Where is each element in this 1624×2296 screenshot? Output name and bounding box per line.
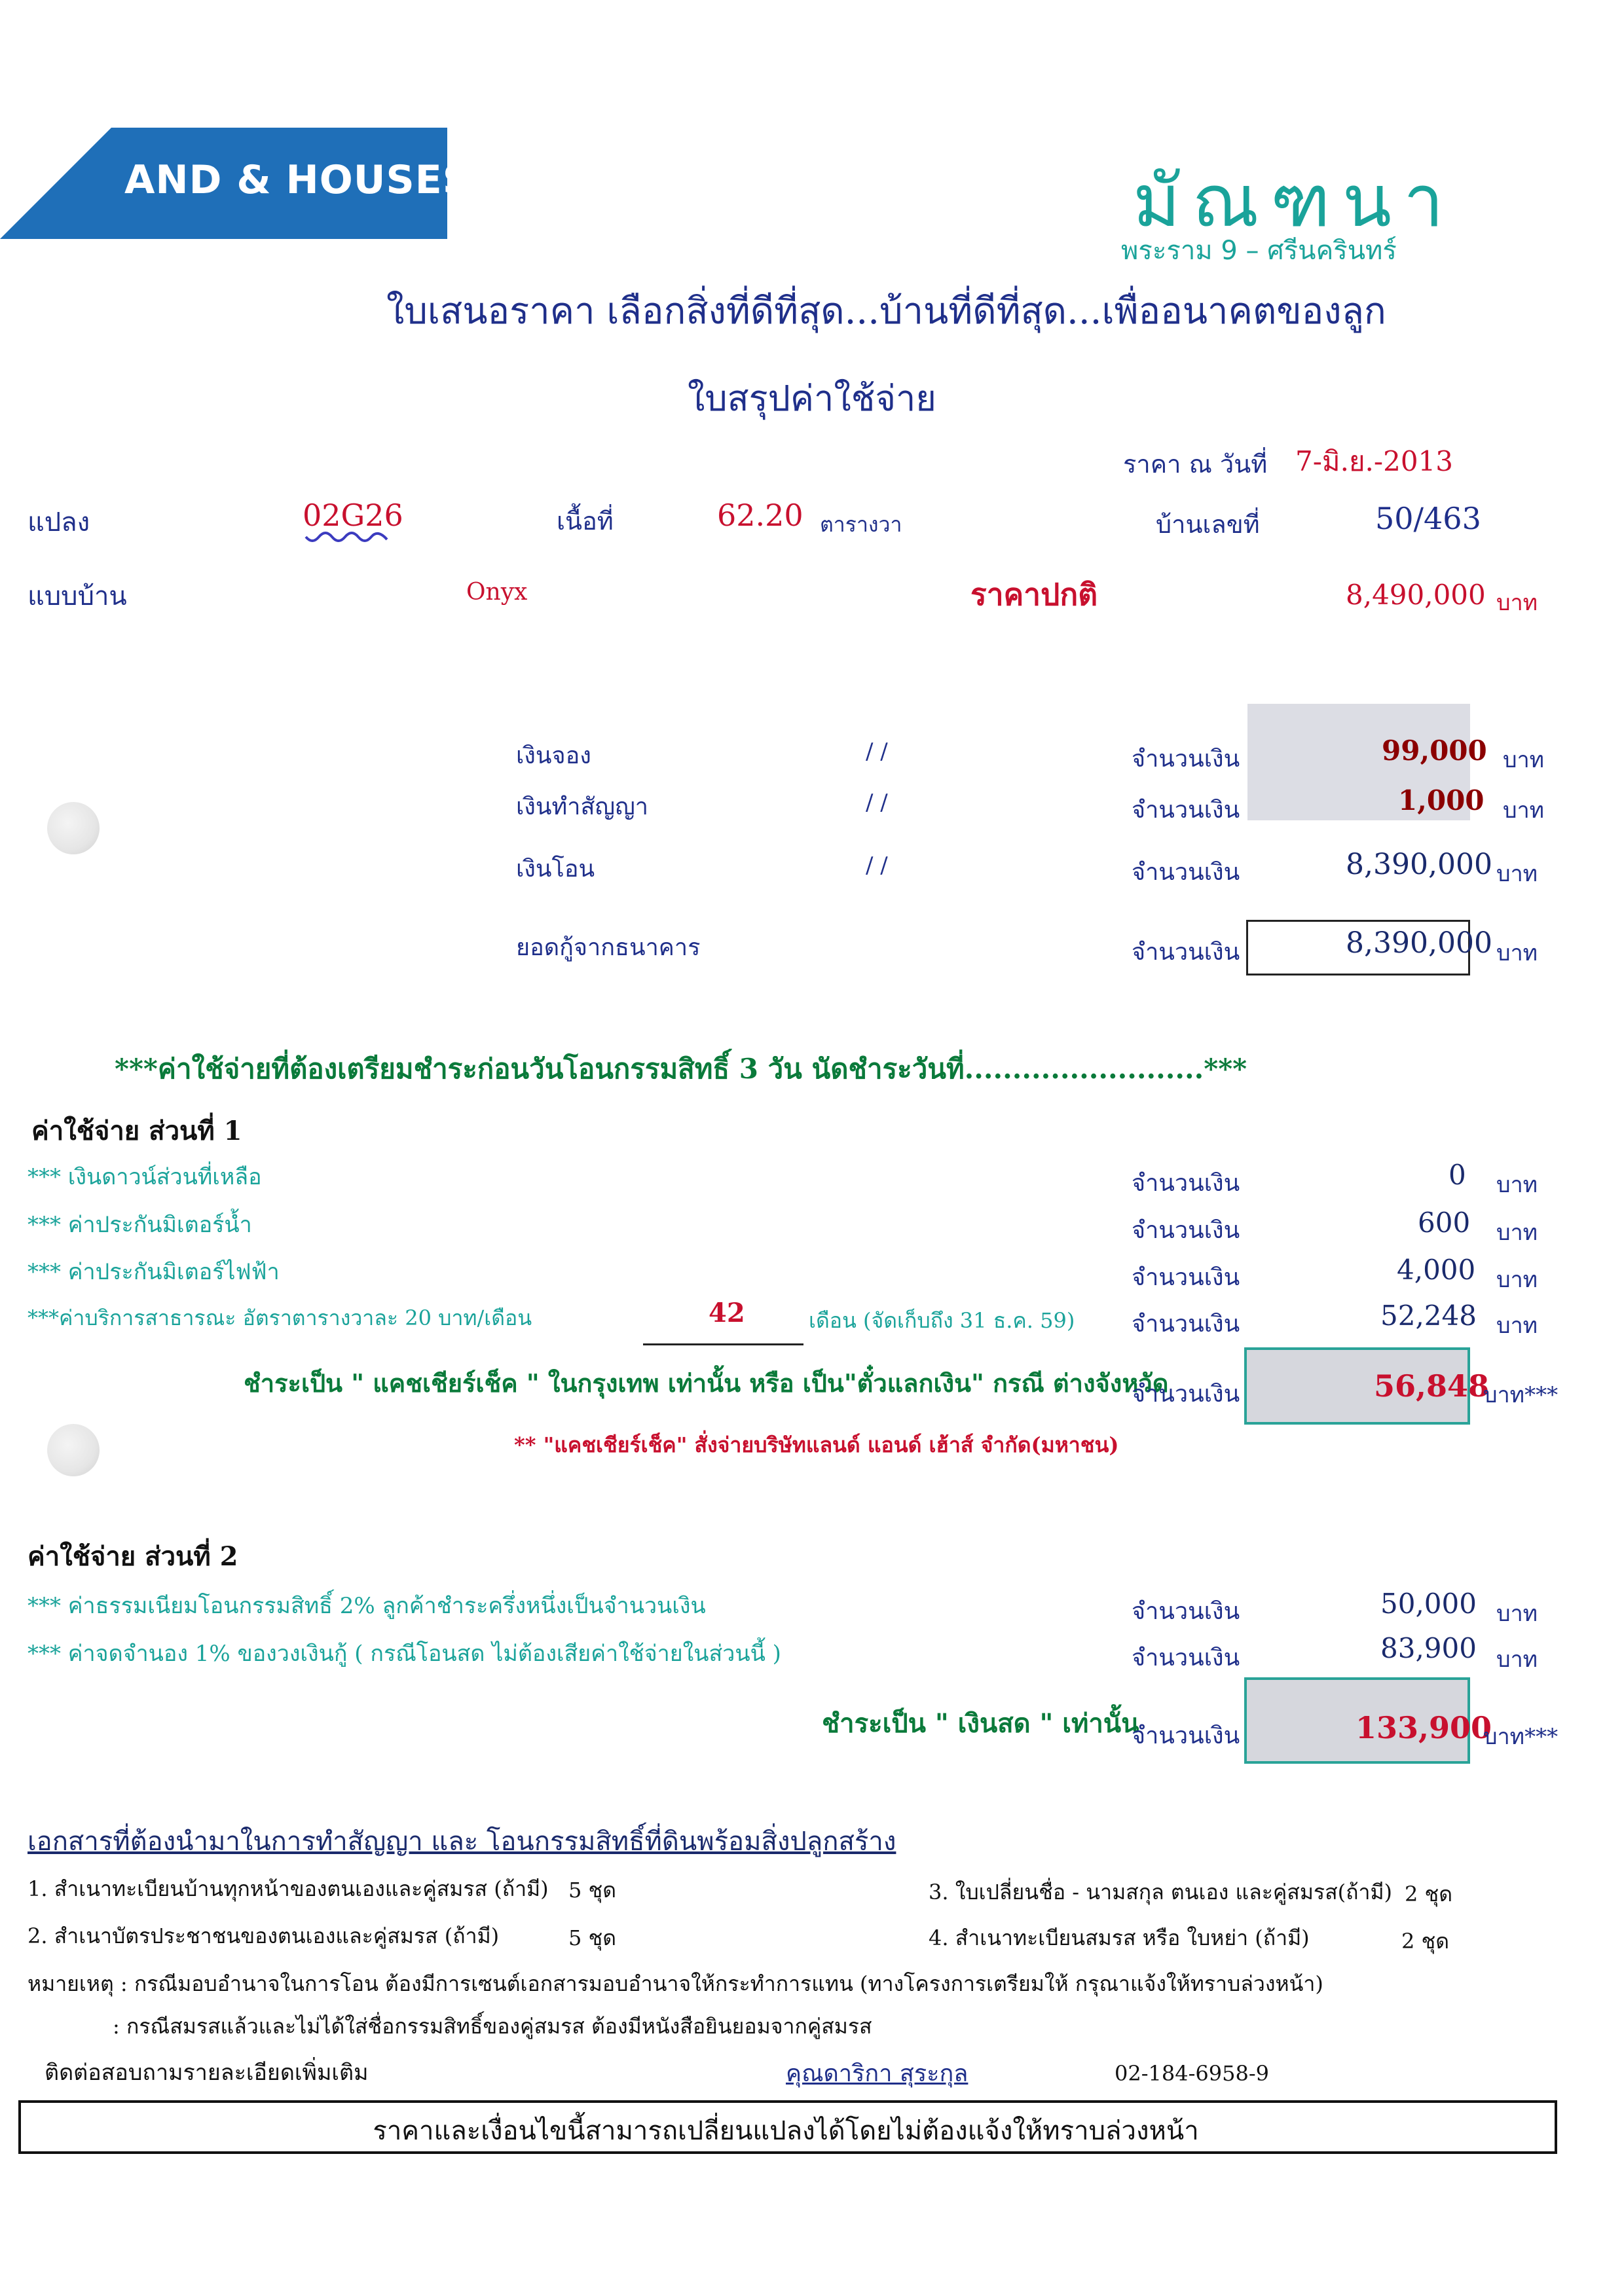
part1-item-amount-label: จำนวนเงิน bbox=[1132, 1217, 1240, 1244]
contract-amount: 1,000 bbox=[1398, 784, 1485, 816]
contract-unit: บาท bbox=[1503, 797, 1545, 824]
part1-item-amount: 0 bbox=[1449, 1159, 1466, 1191]
part2-item-amount-label: จำนวนเงิน bbox=[1132, 1598, 1240, 1625]
contact-phone[interactable]: 02-184-6958-9 bbox=[1115, 2061, 1270, 2086]
plot-value: 02G26 bbox=[303, 498, 403, 533]
part2-total-label: จำนวนเงิน bbox=[1132, 1722, 1240, 1749]
booking-amount-label: จำนวนเงิน bbox=[1132, 746, 1240, 773]
logo-corner-fold bbox=[0, 128, 111, 239]
document-qty: 5 ชุด bbox=[568, 1925, 617, 1950]
bank-loan-unit: บาท bbox=[1496, 940, 1538, 966]
house-model-value: Onyx bbox=[466, 579, 528, 606]
part1-item-unit: บาท bbox=[1496, 1172, 1538, 1198]
transfer-unit: บาท bbox=[1496, 861, 1538, 887]
document-qty: 2 ชุด bbox=[1405, 1882, 1453, 1906]
normal-price-value: 8,490,000 bbox=[1346, 579, 1486, 611]
price-date-value: 7-มิ.ย.-2013 bbox=[1295, 445, 1453, 477]
part2-heading: ค่าใช้จ่าย ส่วนที่ 2 bbox=[28, 1541, 238, 1572]
transfer-amount-label: จำนวนเงิน bbox=[1132, 859, 1240, 886]
part1-item-amount-label: จำนวนเงิน bbox=[1132, 1170, 1240, 1197]
part2-item-amount: 50,000 bbox=[1380, 1588, 1477, 1620]
part1-item-label: ***ค่าบริการสาธารณะ อัตราตารางวาละ 20 บาท/เดือน bbox=[28, 1305, 532, 1330]
transfer-amount: 8,390,000 bbox=[1346, 848, 1492, 881]
house-number-value: 50/463 bbox=[1375, 501, 1481, 536]
house-model-label: แบบบ้าน bbox=[28, 581, 127, 611]
document-item: 3. ใบเปลี่ยนชื่อ - นามสกุล ตนเอง และคู่สมรส(ถ้ามี) bbox=[929, 1880, 1393, 1904]
house-number-label: บ้านเลขที่ bbox=[1156, 510, 1260, 539]
booking-date: / / bbox=[866, 738, 888, 765]
document-item: 1. สำเนาทะเบียนบ้านทุกหน้าของตนเองและคู่สมรส (ถ้ามี) bbox=[28, 1876, 549, 1901]
plot-label: แปลง bbox=[28, 507, 90, 538]
part1-item-unit: บาท bbox=[1496, 1313, 1538, 1339]
part1-item-label: *** ค่าประกันมิเตอร์ไฟฟ้า bbox=[28, 1259, 280, 1285]
part1-pay-method: ชำระเป็น " แคชเชียร์เช็ค " ในกรุงเทพ เท่านั้น หรือ เป็น"ตั๋วแลกเงิน" กรณี ต่างจังหวัด bbox=[244, 1368, 1169, 1398]
project-brand-subtitle: พระราม 9 – ศรีนครินทร์ bbox=[1121, 236, 1397, 266]
contract-label: เงินทำสัญญา bbox=[516, 793, 648, 820]
part1-item-label: *** ค่าประกันมิเตอร์น้ำ bbox=[28, 1212, 252, 1238]
part1-heading: ค่าใช้จ่าย ส่วนที่ 1 bbox=[31, 1116, 242, 1146]
part2-item-label: *** ค่าธรรมเนียมโอนกรรมสิทธิ์ 2% ลูกค้าชำระครึ่งหนึ่งเป็นจำนวนเงิน bbox=[28, 1593, 706, 1619]
part1-item-amount: 52,248 bbox=[1380, 1300, 1477, 1332]
remark-spouse-consent: : กรณีสมรสแล้วและไม่ได้ใส่ชื่อกรรมสิทธิ์ของคู่สมรส ต้องมีหนังสือยินยอมจากคู่สมรส bbox=[113, 2014, 872, 2039]
area-label: เนื้อที่ bbox=[557, 507, 614, 536]
part1-item-amount: 600 bbox=[1418, 1207, 1471, 1239]
area-value: 62.20 bbox=[717, 498, 803, 533]
company-logo-text: AND & HOUSES bbox=[124, 157, 471, 203]
cashier-cheque-note: ** "แคชเชียร์เช็ค" สั่งจ่ายบริษัทแลนด์ แอนด์ เฮ้าส์ จำกัด(มหาชน) bbox=[514, 1432, 1119, 1457]
part1-item-unit: บาท bbox=[1496, 1220, 1538, 1246]
part1-item-amount-label: จำนวนเงิน bbox=[1132, 1264, 1240, 1291]
part1-item-amount: 4,000 bbox=[1397, 1254, 1476, 1286]
quotation-headline: ใบเสนอราคา เลือกสิ่งที่ดีที่สุด...บ้านที่ดีที่สุด...เพื่ออนาคตของลูก bbox=[386, 290, 1386, 333]
contact-label: ติดต่อสอบถามรายละเอียดเพิ่มเติม bbox=[45, 2060, 369, 2086]
bank-loan-amount: 8,390,000 bbox=[1346, 926, 1492, 960]
part1-total-unit: บาท*** bbox=[1483, 1382, 1559, 1408]
part2-item-unit: บาท bbox=[1496, 1647, 1538, 1673]
part2-total-amount: 133,900 bbox=[1356, 1710, 1492, 1745]
part1-item-amount-label: จำนวนเงิน bbox=[1132, 1311, 1240, 1338]
transfer-date: / / bbox=[866, 852, 888, 879]
booking-amount: 99,000 bbox=[1382, 735, 1487, 767]
remark-power-of-attorney: หมายเหตุ : กรณีมอบอำนาจในการโอน ต้องมีการเซนต์เอกสารมอบอำนาจให้กระทำการแทน (ทางโครงการเตรียมให้ กรุณาแจ้งให้ทราบล่วงหน้า) bbox=[28, 1971, 1323, 1996]
plot-underline-scribble bbox=[304, 532, 390, 546]
document-item: 4. สำเนาทะเบียนสมรส หรือ ใบหย่า (ถ้ามี) bbox=[929, 1925, 1310, 1950]
transfer-label: เงินโอน bbox=[516, 856, 595, 883]
normal-price-unit: บาท bbox=[1496, 590, 1538, 616]
part1-total-amount: 56,848 bbox=[1374, 1368, 1490, 1404]
booking-label: เงินจอง bbox=[516, 742, 591, 769]
part2-pay-method: ชำระเป็น " เงินสด " เท่านั้น bbox=[822, 1708, 1139, 1739]
bank-loan-amount-label: จำนวนเงิน bbox=[1132, 939, 1240, 966]
document-qty: 2 ชุด bbox=[1401, 1929, 1450, 1954]
part1-item-unit: บาท bbox=[1496, 1267, 1538, 1293]
service-months: 42 bbox=[709, 1298, 745, 1328]
documents-heading: เอกสารที่ต้องนำมาในการทำสัญญา และ โอนกรรมสิทธิ์ที่ดินพร้อมสิ่งปลูกสร้าง bbox=[28, 1827, 896, 1857]
part2-item-unit: บาท bbox=[1496, 1601, 1538, 1627]
part2-item-amount: 83,900 bbox=[1380, 1632, 1477, 1664]
footer-notice: ราคาและเงื่อนไขนี้สามารถเปลี่ยนแปลงได้โดยไม่ต้องแจ้งให้ทราบล่วงหน้า bbox=[373, 2116, 1199, 2146]
booking-unit: บาท bbox=[1503, 747, 1545, 773]
part1-total-label: จำนวนเงิน bbox=[1132, 1381, 1240, 1408]
normal-price-label: ราคาปกติ bbox=[970, 577, 1098, 612]
months-underline bbox=[643, 1343, 803, 1345]
part2-item-label: *** ค่าจดจำนอง 1% ของวงเงินกู้ ( กรณีโอนสด ไม่ต้องเสียค่าใช้จ่ายในส่วนนี้ ) bbox=[28, 1641, 781, 1667]
project-brand-name: มัณฑนา bbox=[1133, 159, 1456, 243]
price-date-label: ราคา ณ วันที่ bbox=[1123, 450, 1268, 479]
document-title: ใบสรุปค่าใช้จ่าย bbox=[688, 378, 936, 419]
area-unit: ตารางวา bbox=[820, 512, 902, 537]
document-qty: 5 ชุด bbox=[568, 1878, 617, 1903]
punch-hole bbox=[47, 1424, 100, 1476]
contract-amount-label: จำนวนเงิน bbox=[1132, 797, 1240, 824]
pre-transfer-notice: ***ค่าใช้จ่ายที่ต้องเตรียมชำระก่อนวันโอนกรรมสิทธิ์ 3 วัน นัดชำระวันที่.........................*** bbox=[115, 1053, 1247, 1085]
service-months-note: เดือน (จัดเก็บถึง 31 ธ.ค. 59) bbox=[809, 1308, 1075, 1333]
part2-total-unit: บาท*** bbox=[1483, 1724, 1559, 1750]
contact-name[interactable]: คุณดาริกา สุระกุล bbox=[786, 2060, 969, 2087]
document-item: 2. สำเนาบัตรประชาชนของตนเองและคู่สมรส (ถ้ามี) bbox=[28, 1923, 500, 1948]
contract-date: / / bbox=[866, 790, 888, 816]
bank-loan-label: ยอดกู้จากธนาคาร bbox=[516, 934, 701, 961]
part2-item-amount-label: จำนวนเงิน bbox=[1132, 1645, 1240, 1671]
part1-item-label: *** เงินดาวน์ส่วนที่เหลือ bbox=[28, 1164, 262, 1190]
punch-hole bbox=[47, 802, 100, 854]
